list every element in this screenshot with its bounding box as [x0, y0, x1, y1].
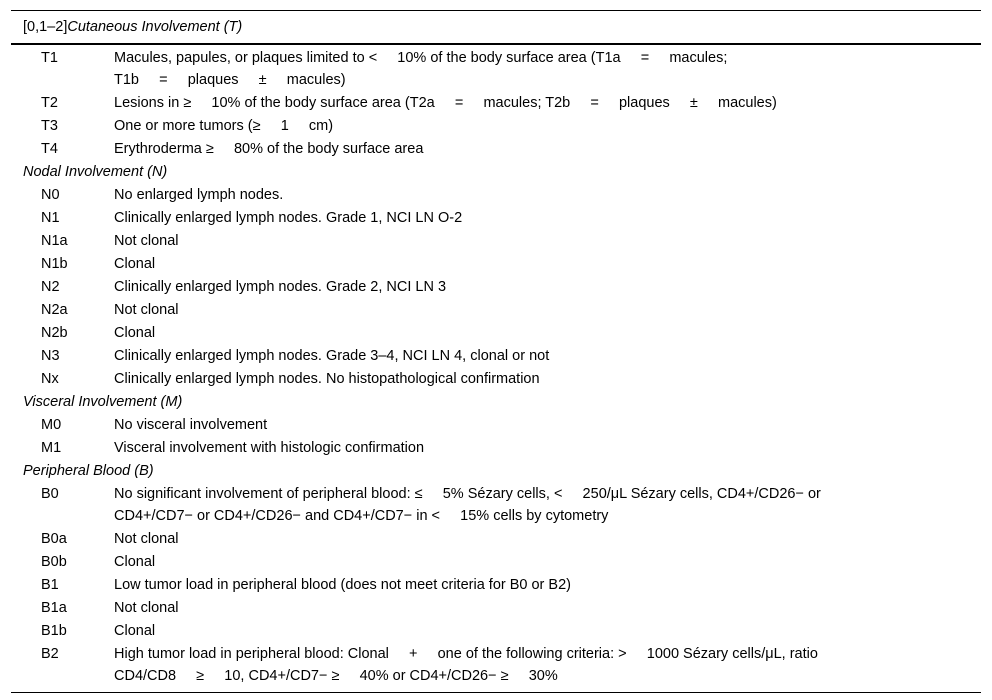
stage-description [114, 253, 981, 276]
description-line: No enlarged lymph nodes. [114, 187, 284, 203]
stage-description [114, 643, 981, 688]
description-line: Not clonal [114, 531, 179, 547]
stage-description [114, 574, 981, 597]
section-heading: Peripheral Blood (B) [23, 463, 154, 479]
description-line: Not clonal [114, 302, 179, 318]
table-row [11, 551, 981, 574]
stage-code: T2 [41, 95, 58, 111]
table-row [11, 207, 981, 230]
stage-code: N1b [41, 256, 68, 272]
stage-description [114, 345, 981, 368]
stage-description [114, 92, 981, 115]
stage-description [114, 115, 981, 138]
table-row [11, 620, 981, 643]
description-line: CD4+/CD7− or CD4+/CD26− and CD4+/CD7− in < 15% cells by cytometry [114, 507, 609, 524]
description-line: Visceral involvement with histologic confirmation [114, 440, 425, 456]
description-line: CD4/CD8 ≥ 10, CD4+/CD7− ≥ 40% or CD4+/CD26− ≥ 30% [114, 667, 558, 684]
table-row [11, 574, 981, 597]
table-row [11, 299, 981, 322]
stage-code: N3 [41, 348, 60, 364]
description-line: One or more tumors (≥ 1 cm) [114, 118, 334, 134]
stage-description [114, 551, 981, 574]
description-line: Low tumor load in peripheral blood (does not meet criteria for B0 or B2) [114, 577, 571, 593]
description-line: Clinically enlarged lymph nodes. Grade 3–4, NCI LN 4, clonal or not [114, 348, 550, 364]
description-line: Clinically enlarged lymph nodes. Grade 1, NCI LN O-2 [114, 210, 463, 226]
table-row [11, 345, 981, 368]
description-line: No visceral involvement [114, 417, 268, 433]
stage-code: B0 [41, 486, 59, 502]
stage-description [114, 184, 981, 207]
table-header [11, 11, 981, 43]
stage-code: M1 [41, 440, 62, 456]
description-line: Erythroderma ≥ 80% of the body surface area [114, 141, 424, 157]
table-row [11, 643, 981, 688]
stage-code: N2b [41, 325, 68, 341]
stage-code: T3 [41, 118, 58, 134]
stage-description [114, 368, 981, 391]
stage-description [114, 138, 981, 161]
header-title: Cutaneous Involvement (T) [67, 19, 243, 35]
description-line: Clinically enlarged lymph nodes. Grade 2, NCI LN 3 [114, 279, 447, 295]
stage-code: B1b [41, 623, 67, 639]
stage-description [114, 414, 981, 437]
stage-code: N2a [41, 302, 68, 318]
description-line: No significant involvement of peripheral blood: ≤ 5% Sézary cells, < 250/μL Sézary cells, CD4+/CD26− or [114, 486, 821, 502]
stage-description [114, 528, 981, 551]
stage-description [114, 620, 981, 643]
stage-code: B0b [41, 554, 67, 570]
stage-description [114, 47, 981, 92]
stage-code: N0 [41, 187, 60, 203]
stage-code: N1a [41, 233, 68, 249]
description-line: T1b = plaques ± macules) [114, 71, 346, 88]
table-row [11, 230, 981, 253]
description-line: Clonal [114, 554, 156, 570]
description-line: Not clonal [114, 600, 179, 616]
staging-table [11, 10, 981, 693]
table-row [11, 437, 981, 460]
stage-code: T4 [41, 141, 58, 157]
stage-description [114, 207, 981, 230]
section-heading: Nodal Involvement (N) [23, 164, 168, 180]
description-line: Clinically enlarged lymph nodes. No histopathological confirmation [114, 371, 540, 387]
stage-code: B1a [41, 600, 67, 616]
stage-description [114, 299, 981, 322]
stage-code: T1 [41, 50, 58, 66]
table-row [11, 115, 981, 138]
table-row [11, 184, 981, 207]
stage-code: Nx [41, 371, 59, 387]
stage-description [114, 437, 981, 460]
description-line: Clonal [114, 623, 156, 639]
stage-code: N1 [41, 210, 60, 226]
table-row [11, 253, 981, 276]
stage-description [114, 322, 981, 345]
stage-description [114, 483, 981, 528]
description-line: Not clonal [114, 233, 179, 249]
bottom-rule [11, 692, 981, 693]
description-line: High tumor load in peripheral blood: Clonal + one of the following criteria: > 1000 Sézary cells/μL, ratio [114, 646, 818, 662]
description-line: Clonal [114, 256, 156, 272]
stage-code: M0 [41, 417, 62, 433]
description-line: Clonal [114, 325, 156, 341]
table-body [11, 45, 981, 692]
header-prefix: [0,1–2] [23, 19, 68, 35]
stage-code: B2 [41, 646, 59, 662]
table-row [11, 528, 981, 551]
table-row [11, 276, 981, 299]
table-row [11, 414, 981, 437]
stage-code: B0a [41, 531, 67, 547]
table-row [11, 138, 981, 161]
stage-description [114, 276, 981, 299]
stage-code: B1 [41, 577, 59, 593]
stage-code: N2 [41, 279, 60, 295]
section-heading: Visceral Involvement (M) [23, 394, 183, 410]
table-row [11, 597, 981, 620]
table-row [11, 47, 981, 92]
table-row [11, 483, 981, 528]
description-line: Macules, papules, or plaques limited to < 10% of the body surface area (T1a = macules; [114, 50, 728, 66]
table-row [11, 368, 981, 391]
stage-description [114, 597, 981, 620]
stage-description [114, 230, 981, 253]
table-row [11, 92, 981, 115]
description-line: Lesions in ≥ 10% of the body surface area (T2a = macules; T2b = plaques ± macules) [114, 95, 777, 111]
table-row [11, 322, 981, 345]
